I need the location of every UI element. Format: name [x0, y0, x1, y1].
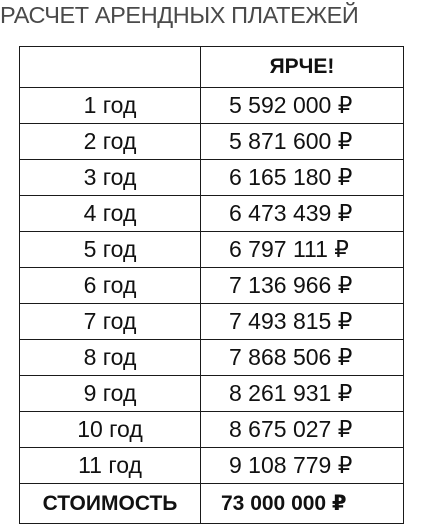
amount-cell: 7 868 506 ₽	[201, 340, 404, 376]
year-cell: 8 год	[20, 340, 201, 376]
table-row	[20, 196, 404, 232]
table-row	[20, 448, 404, 484]
amount-cell: 6 165 180 ₽	[201, 160, 404, 196]
table-header-row	[20, 47, 404, 88]
year-cell: 5 год	[20, 232, 201, 268]
amount-cell: 8 261 931 ₽	[201, 376, 404, 412]
amount-cell: 6 797 111 ₽	[201, 232, 404, 268]
page-title: РАСЧЕТ АРЕНДНЫХ ПЛАТЕЖЕЙ	[0, 2, 359, 28]
year-cell: 11 год	[20, 448, 201, 484]
year-cell: 7 год	[20, 304, 201, 340]
amount-cell: 7 136 966 ₽	[201, 268, 404, 304]
year-cell: 6 год	[20, 268, 201, 304]
amount-cell: 6 473 439 ₽	[201, 196, 404, 232]
year-cell: 3 год	[20, 160, 201, 196]
table-row	[20, 124, 404, 160]
header-tenant-cell: ЯРЧЕ!	[201, 47, 404, 88]
amount-cell: 5 871 600 ₽	[201, 124, 404, 160]
table-row	[20, 340, 404, 376]
header-year-cell	[20, 47, 201, 88]
table-row	[20, 88, 404, 124]
table-row	[20, 268, 404, 304]
table-row	[20, 304, 404, 340]
amount-cell: 8 675 027 ₽	[201, 412, 404, 448]
table-row	[20, 376, 404, 412]
year-cell: 4 год	[20, 196, 201, 232]
table-row	[20, 232, 404, 268]
total-row	[20, 484, 404, 524]
year-cell: 1 год	[20, 88, 201, 124]
amount-cell: 7 493 815 ₽	[201, 304, 404, 340]
amount-cell: 5 592 000 ₽	[201, 88, 404, 124]
rent-payments-table	[19, 46, 404, 524]
year-cell: 9 год	[20, 376, 201, 412]
table-row	[20, 412, 404, 448]
amount-cell: 9 108 779 ₽	[201, 448, 404, 484]
year-cell: 2 год	[20, 124, 201, 160]
year-cell: 10 год	[20, 412, 201, 448]
table-row	[20, 160, 404, 196]
total-label: СТОИМОСТЬ	[20, 484, 201, 524]
total-amount: 73 000 000 ₽	[201, 484, 404, 524]
